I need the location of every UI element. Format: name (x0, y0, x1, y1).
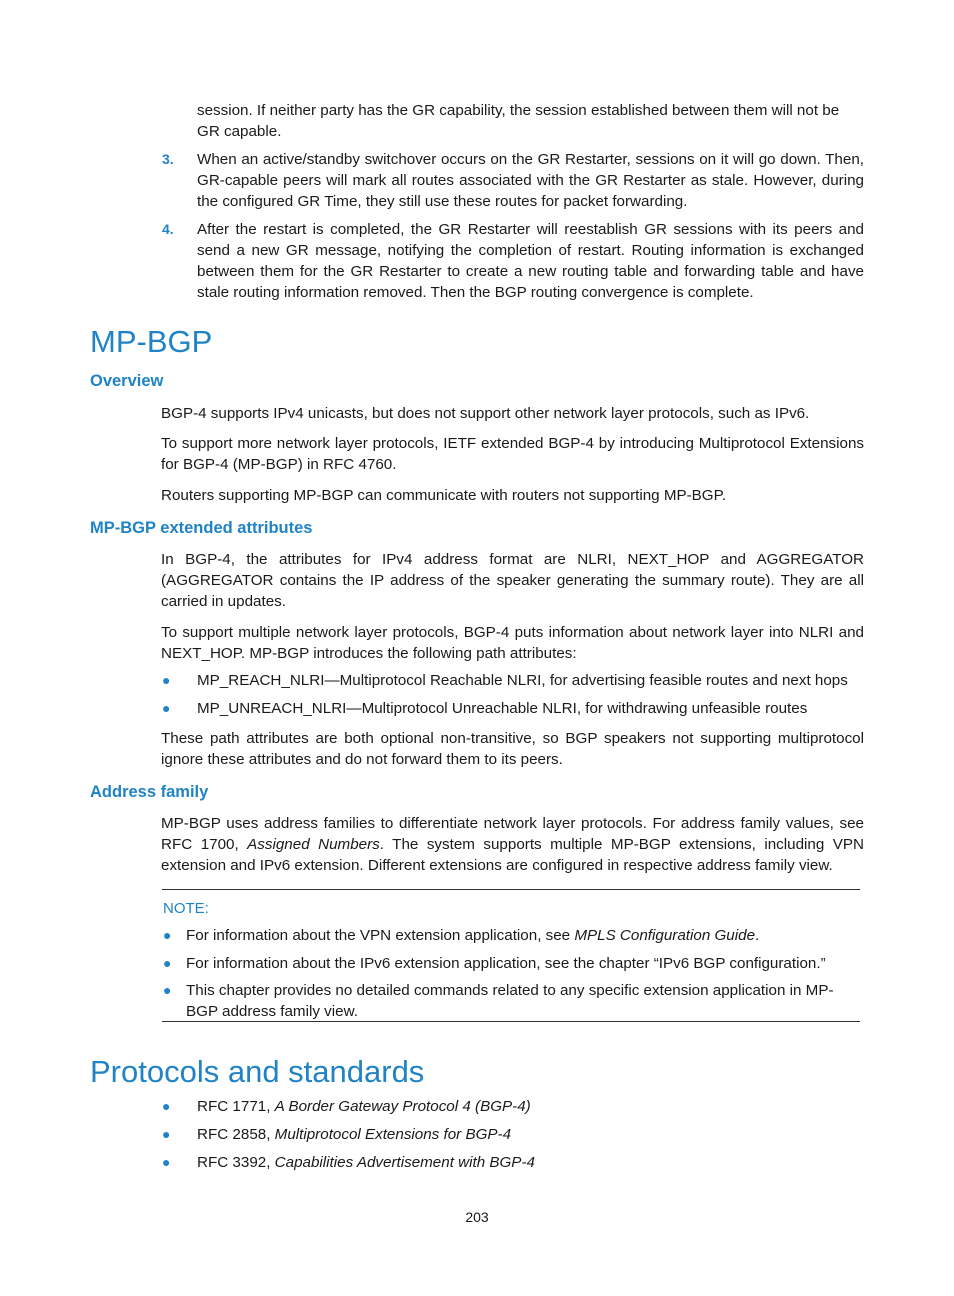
overview-paragraph-1: BGP-4 supports IPv4 unicasts, but does not support other network layer protocols, such as IPv6. (161, 405, 810, 422)
section-title-standards: Protocols and standards (90, 1054, 425, 1089)
overview-paragraph-2: To support more network layer protocols, IETF extended BGP-4 by introducing Multiprotocol Extensions for BGP-4 (MP-BGP) in RFC 4760. (161, 435, 864, 473)
paragraph-continued: session. If neither party has the GR capability, the session established between them will not be GR capable. (197, 102, 840, 140)
note-top-rule (162, 889, 860, 890)
bullet-dot: ● (163, 982, 172, 998)
bullet-dot: ● (162, 700, 171, 716)
standard-item: RFC 2858, Multiprotocol Extensions for BGP-4 (197, 1126, 512, 1143)
heading-overview: Overview (90, 372, 164, 390)
note-item-2: For information about the IPv6 extension application, see the chapter “IPv6 BGP configuration.” (186, 955, 826, 972)
step-3-text: When an active/standby switchover occurs on the GR Restarter, sessions on it will go down. Then, GR-capable peers will mark all routes associated with the GR Restarter as stale. However, during the configured GR Time, they still use these routes for packet forwarding. (197, 151, 864, 210)
bullet-dot: ● (162, 672, 171, 688)
attribute-bullet-1: MP_REACH_NLRI—Multiprotocol Reachable NLRI, for advertising feasible routes and next hops (197, 672, 848, 689)
attributes-paragraph-3: These path attributes are both optional non-transitive, so BGP speakers not supporting multiprotocol ignore these attributes and do not forward them to its peers. (161, 730, 864, 768)
standard-item: RFC 3392, Capabilities Advertisement with BGP-4 (197, 1154, 535, 1171)
note-item-1: For information about the VPN extension application, see MPLS Configuration Guide. (186, 927, 760, 944)
section-title-mpbgp: MP-BGP (90, 324, 213, 359)
bullet-dot: ● (162, 1126, 171, 1142)
note-label: NOTE: (163, 900, 209, 917)
overview-paragraph-3: Routers supporting MP-BGP can communicate with routers not supporting MP-BGP. (161, 487, 727, 504)
step-number-4: 4. (162, 221, 174, 237)
standard-item: RFC 1771, A Border Gateway Protocol 4 (BGP-4) (197, 1098, 531, 1115)
page-number: 203 (465, 1209, 489, 1225)
attributes-paragraph-2: To support multiple network layer protocols, BGP-4 puts information about network layer into NLRI and NEXT_HOP. MP-BGP introduces the following path attributes: (161, 624, 864, 662)
note-item-3: This chapter provides no detailed commands related to any specific extension application in MP-BGP address family view. (186, 982, 834, 1020)
note-bottom-rule (162, 1021, 860, 1022)
attributes-paragraph-1: In BGP-4, the attributes for IPv4 address format are NLRI, NEXT_HOP and AGGREGATOR (AGGREGATOR contains the IP address of the speaker generating the summary route). They are all carried in updates. (161, 551, 864, 610)
bullet-dot: ● (162, 1098, 171, 1114)
bullet-dot: ● (163, 955, 172, 971)
bullet-dot: ● (163, 927, 172, 943)
heading-address-family: Address family (90, 783, 209, 801)
attribute-bullet-2: MP_UNREACH_NLRI—Multiprotocol Unreachable NLRI, for withdrawing unfeasible routes (197, 700, 808, 717)
address-family-paragraph: MP-BGP uses address families to differentiate network layer protocols. For address family values, see RFC 1700, Assigned Numbers. The system supports multiple MP-BGP extensions, including VPN extension and IPv6 extension. Different extensions are configured in respective address family view. (161, 815, 864, 874)
bullet-dot: ● (162, 1154, 171, 1170)
step-4-text: After the restart is completed, the GR Restarter will reestablish GR sessions with its peers and send a new GR message, notifying the completion of restart. Routing information is exchanged between them for the GR Restarter to create a new routing table and forwarding table and have stale routing information removed. Then the BGP routing convergence is complete. (197, 221, 864, 301)
step-number-3: 3. (162, 151, 174, 167)
heading-extended-attributes: MP-BGP extended attributes (90, 519, 313, 537)
